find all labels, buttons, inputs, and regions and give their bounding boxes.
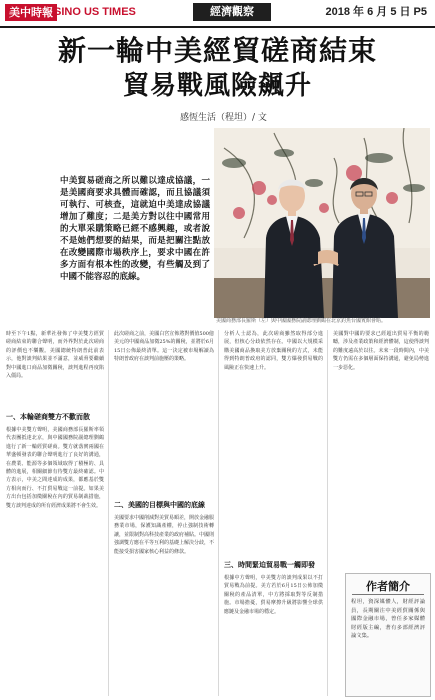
author-bio-title: 作者簡介 — [366, 580, 410, 593]
photo-caption: 美國商務部長羅斯（左）與中國國務院副總理劉鶴在北京釣魚台國賓館會晤。 — [216, 318, 387, 324]
subhead-1: 一、本輪磋商雙方不歡而散 — [6, 413, 90, 421]
body-text-col4: 美國對中國的要求已經超出貿易平衡的範疇，涉及產業政策和經濟體制，這使得談判的難度遠高於以往。未來一段時間內，中美雙方仍需在多個層面保持溝通，避免局勢進一步惡化。 — [333, 331, 429, 371]
handshake-photo-illustration — [214, 128, 430, 318]
author-bio-box — [345, 573, 431, 697]
author-bio-text: 程坦，資深媒體人，財經評論員，長期關注中美經貿關係與國際金融市場，曾任多家媒體財經版主編，著有多部經濟評論文集。 — [351, 599, 425, 639]
author-bio-divider — [352, 594, 424, 595]
body-text-col2: 此次磋商之前，美國白宮宣佈將對價值500億美元的中國商品加徵25%的關稅，並將於6月15日公佈最終清單。這一決定被市場解讀為特朗普政府在談判前施壓的策略。 — [114, 331, 214, 363]
subhead-3: 三、時間緊迫貿易戰一觸即發 — [224, 561, 315, 569]
newspaper-name-english: SINO US TIMES — [54, 6, 136, 18]
masthead — [0, 0, 435, 28]
body-text-col2-more: 美國要求中國削減對美貿易順差，開放金融服務業市場，保護知識產權，停止強制技術轉讓，並限制對高科技產業的政府補貼。中國則強調雙方應在平等互利的基礎上解決分歧，不能接受損害國家核心利益的條款。 — [114, 515, 214, 555]
byline: 感恆生活（程坦）/ 文 — [180, 113, 267, 123]
headline-line-1: 新一輪中美經貿磋商結束 — [57, 34, 377, 67]
body-text-col3: 根據中方聲明，中美雙方的談判成果以不打貿易戰為前提。美方若於6月15日公佈加徵關稅的產品清單，中方將採取對等反制措施。市場擔憂，貿易摩擦升級將影響全球供應鏈及金融市場的穩定。 — [224, 575, 323, 615]
body-text-col1: 根據中美雙方聲明，美國商務部長羅斯率領代表團抵達北京，與中國國務院副總理劉鶴進行了新一輪經貿磋商。雙方就落實兩國在華盛頓發表的聯合聲明進行了良好的溝通，在農業、能源等多個領域取得了積極的、具體的進展，相關細節有待雙方最終確認。中方表示，中美之間達成的成果，都應基於雙方相向而行、不打貿易戰這一前提。如果美方出台包括加徵關稅在內的貿易制裁措施，雙方談判達成的所有經濟成果將不會生效。 — [6, 427, 104, 509]
body-text-col1-intro: 時至下午1點，新華社發佈了中美雙方經貿磋商結束的聯合聲明，而外界對於此次磋商的評價也不樂觀。美國總統特朗普此前表示，他對談判結果並不滿意，並威脅要繼續對中國進口商品加徵關稅，談判進程再度陷入僵局。 — [6, 331, 104, 380]
date-and-page: 2018 年 6 月 5 日 P5 — [325, 6, 427, 18]
subhead-2: 二、美國的目標與中國的底線 — [114, 501, 205, 509]
headline-line-2: 貿易戰風險飆升 — [122, 71, 312, 101]
column-divider — [108, 330, 109, 696]
column-divider — [327, 330, 328, 696]
newspaper-logo: 美中時報 — [5, 4, 57, 21]
body-text-col3-top: 分析人士認為，此次磋商雖然取得部分進展，但核心分歧依然存在。中國以大規模采購美國商品換取美方放棄關稅的方式，未能得到特朗普政府的認同，雙方爆發貿易戰的風險正在快速上升。 — [224, 331, 323, 371]
lead-paragraph: 中美貿易磋商之所以難以達成協議，一是美國商要求具體而確認，而且協議須可執行、可核查，這就迫中美達成協議增加了難度；二是美方對以往中國常用的大單采購策略已經不感興趣，或者說不是她們想要的結果，而是把關注點放在改變國際市場秩序上，要求中國在許多方面有根本性的改變，有些觸及到了中國不能容忍的底線。 — [60, 176, 210, 282]
section-label: 經濟觀察 — [193, 3, 271, 21]
article-photo — [214, 128, 430, 318]
column-divider — [218, 330, 219, 696]
